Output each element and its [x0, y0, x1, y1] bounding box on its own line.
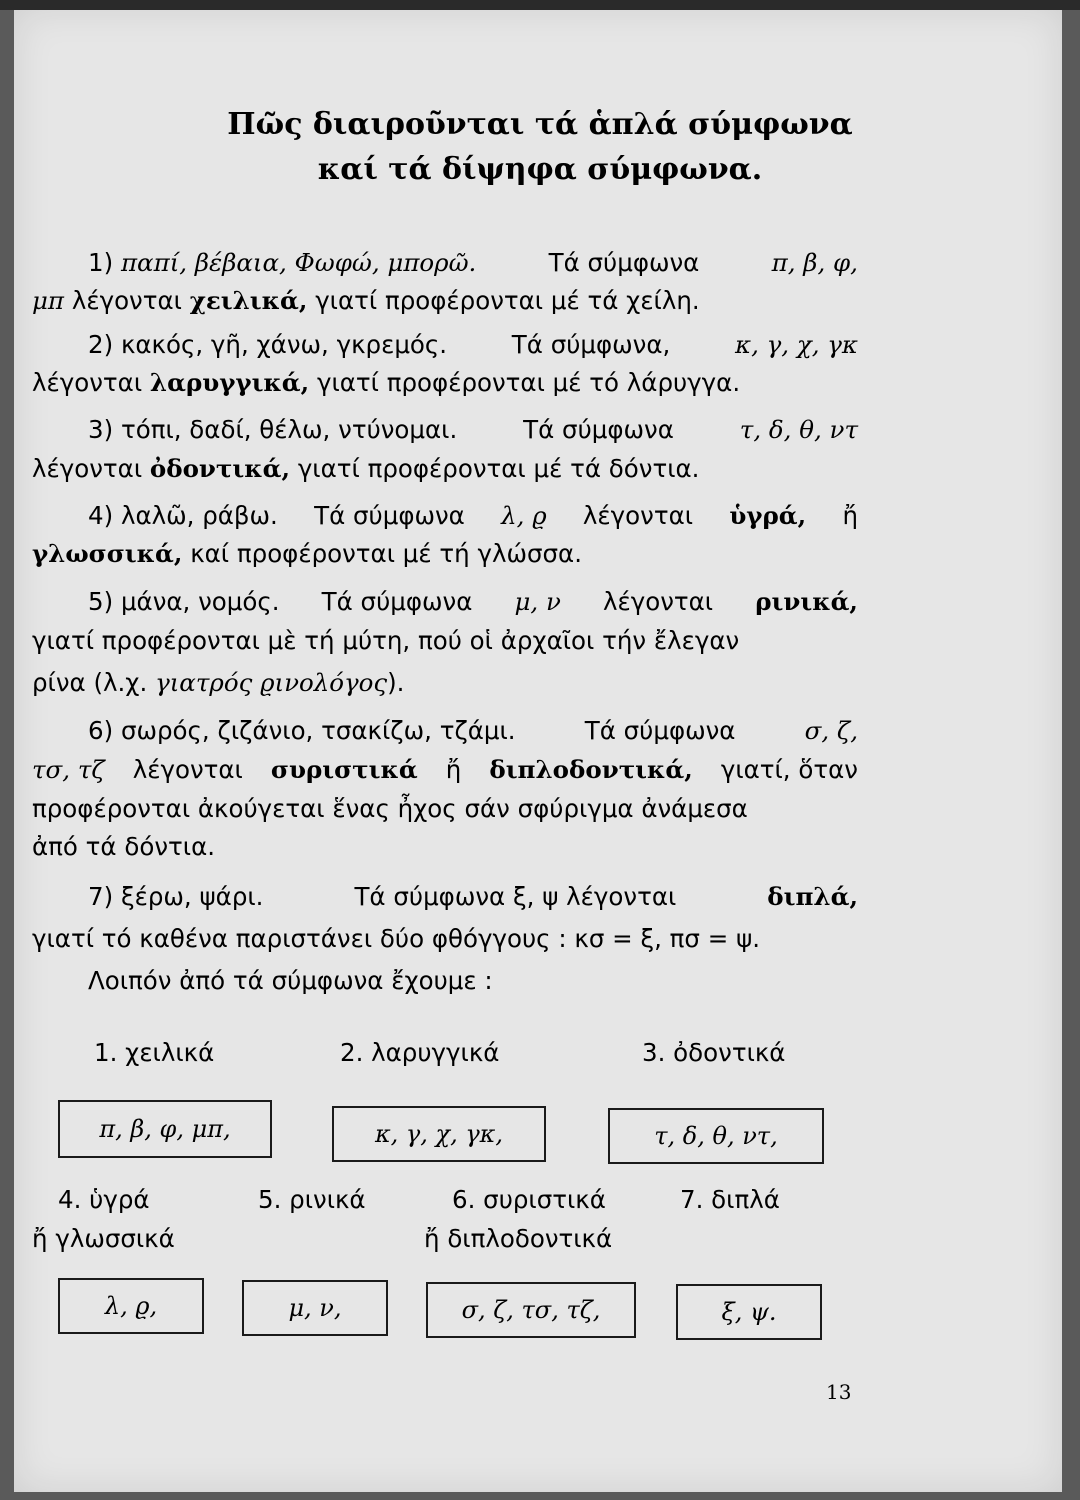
paragraph-6-line-4: ἀπό τά δόντια.: [32, 832, 216, 861]
term-bold: γλωσσικά,: [32, 539, 183, 568]
page-subtitle: καί τά δίψηφα σύμφωνα.: [317, 152, 763, 187]
letters-box-1: π, β, φ, μπ,: [58, 1100, 272, 1158]
group-label-4-alt: ἤ γλωσσικά: [32, 1224, 175, 1253]
scan-edge: [0, 0, 1080, 10]
letters-box-6: σ, ζ, τσ, τζ,: [426, 1282, 636, 1338]
term-bold: συριστικά: [270, 755, 418, 784]
group-label-3: 3. ὀδοντικά: [642, 1038, 786, 1067]
summary-line: Λοιπόν ἀπό τά σύμφωνα ἔχουμε :: [88, 966, 493, 995]
term-bold: ρινικά,: [755, 587, 858, 616]
letters-box-7: ξ, ψ.: [676, 1284, 822, 1340]
group-label-4: 4. ὑγρά: [58, 1185, 150, 1214]
paragraph-1-line-2: μπ λέγονται χειλικά, γιατί προφέρονται μέ τά χείλη.: [32, 286, 700, 315]
letters-box-4: λ, ϱ,: [58, 1278, 204, 1334]
page-title: Πῶς διαιροῦνται τά ἁπλά σύμφωνα: [227, 107, 853, 142]
paragraph-5-line-1: 5) μάνα, νομός. Τά σύμφωνα μ, ν λέγονται ρινικά,: [32, 583, 858, 621]
paragraph-1-line-1: 1) παπί, βέβαια, Φωφώ, μπορῶ. Τά σύμφωνα π, β, φ,: [32, 244, 858, 282]
consonant-letters: κ, γ, χ, γκ: [735, 330, 858, 359]
term-bold: ὀδοντικά,: [149, 454, 291, 483]
paragraph-5-line-2: γιατί προφέρονται μὲ τή μύτη, πού οἱ ἀρχαῖοι τήν ἔλεγαν: [32, 626, 740, 655]
term-bold: διπλά,: [767, 882, 858, 911]
consonant-letters: λ, ϱ: [501, 501, 547, 530]
paragraph-7-line-2: γιατί τό καθένα παριστάνει δύο φθόγγους : κσ = ξ, πσ = ψ.: [32, 924, 761, 953]
letters-box-3: τ, δ, θ, ντ,: [608, 1108, 824, 1164]
group-label-6-alt: ἤ διπλοδοντικά: [424, 1224, 613, 1253]
letters-box-5: μ, ν,: [242, 1280, 388, 1336]
consonant-letters: τ, δ, θ, ντ: [739, 415, 858, 444]
book-page: [14, 8, 1062, 1492]
term-bold: χειλικά,: [189, 286, 308, 315]
term-bold: ὑγρά,: [729, 501, 807, 530]
letters-box-2: κ, γ, χ, γκ,: [332, 1106, 546, 1162]
group-label-5: 5. ρινικά: [258, 1185, 366, 1214]
consonant-letters: σ, ζ,: [804, 716, 858, 745]
term-bold: λαρυγγικά,: [149, 368, 310, 397]
paragraph-6-line-2: τσ, τζ λέγονται συριστικά ἤ διπλοδοντικά, γιατί, ὅταν: [32, 751, 858, 789]
consonant-letters: μ, ν: [514, 587, 561, 616]
example-words: παπί, βέβαια, Φωφώ, μπορῶ.: [120, 248, 477, 277]
term-bold: διπλοδοντικά,: [489, 755, 693, 784]
paragraph-5-line-3: ρίνα (λ.χ. γιατρός ϱινολόγος).: [32, 668, 405, 697]
group-label-2: 2. λαρυγγικά: [340, 1038, 500, 1067]
group-label-7: 7. διπλά: [680, 1185, 780, 1214]
page-number: 13: [826, 1380, 852, 1404]
group-label-1: 1. χειλικά: [94, 1038, 215, 1067]
paragraph-2-line-2: λέγονται λαρυγγικά, γιατί προφέρονται μέ τό λάρυγγα.: [32, 368, 741, 397]
paragraph-3-line-2: λέγονται ὀδοντικά, γιατί προφέρονται μέ τά δόντια.: [32, 454, 700, 483]
paragraph-3-line-1: 3) τόπι, δαδί, θέλω, ντύνομαι. Τά σύμφωνα τ, δ, θ, ντ: [32, 411, 858, 449]
paragraph-2-line-1: 2) κακός, γῆ, χάνω, γκρεμός. Τά σύμφωνα, κ, γ, χ, γκ: [32, 326, 858, 364]
paragraph-6-line-3: προφέρονται ἀκούγεται ἕνας ἦχος σάν σφύριγμα ἀνάμεσα: [32, 794, 748, 823]
paragraph-4-line-1: 4) λαλῶ, ράβω. Τά σύμφωνα λ, ϱ λέγονται ὑγρά, ἤ: [32, 497, 858, 535]
paragraph-6-line-1: 6) σωρός, ζιζάνιο, τσακίζω, τζάμι. Τά σύμφωνα σ, ζ,: [32, 712, 858, 750]
consonant-letters: π, β, φ,: [771, 248, 858, 277]
paragraph-4-line-2: γλωσσικά, καί προφέρονται μέ τή γλώσσα.: [32, 539, 582, 568]
paragraph-7-line-1: 7) ξέρω, ψάρι. Τά σύμφωνα ξ, ψ λέγονται διπλά,: [32, 878, 858, 916]
group-label-6: 6. συριστικά: [452, 1185, 606, 1214]
